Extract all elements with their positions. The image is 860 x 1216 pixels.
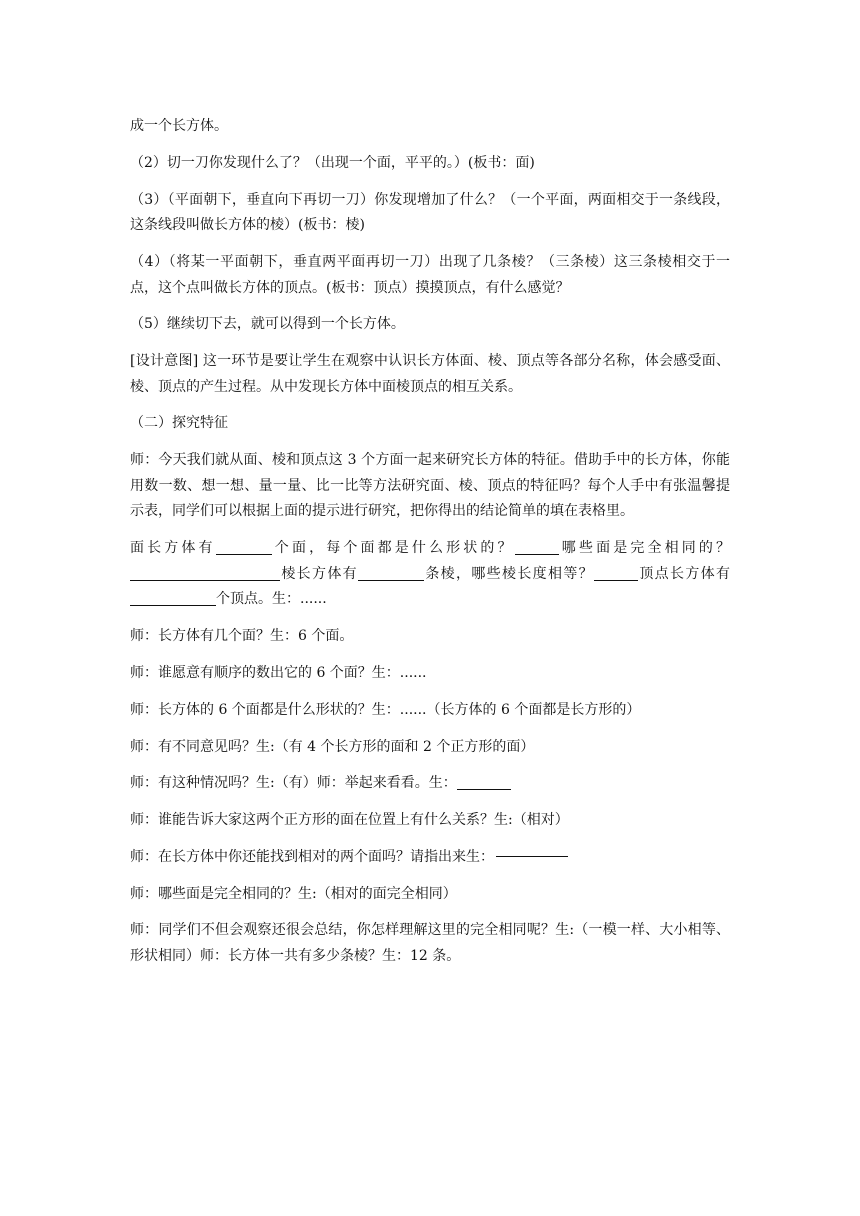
paragraph: （4）（将某一平面朝下，垂直两平面再切一刀）出现了几条棱？（三条棱）这三条棱相交于一点，这个点叫做长方体的顶点。(板书：顶点）摸摸顶点，有什么感觉？: [130, 253, 730, 296]
document-body: [130, 114, 730, 981]
paragraph: [设计意图] 这一环节是要让学生在观察中认识长方体面、棱、顶点等各部分名称，体会感受面、棱、顶点的产生过程。从中发现长方体中面棱顶点的相互关系。: [130, 353, 730, 395]
paragraph: （3）（平面朝下，垂直向下再切一刀）你发现增加了什么？（一个平面，两面相交于一条线段，这条线段叫做长方体的棱）(板书：棱): [130, 191, 730, 234]
answer-blank[interactable]: [130, 564, 280, 581]
answer-blank[interactable]: [358, 564, 424, 581]
answer-blank[interactable]: [594, 564, 638, 581]
dialogue-line: [130, 771, 730, 797]
dialogue-line: 师：长方体的 6 个面都是什么形状的？生：......（长方体的 6 个面都是长方形的）: [130, 701, 641, 718]
section-heading: （二）探究特征: [130, 415, 228, 432]
fill-in-text: 哪些面是完全相同的？: [558, 540, 731, 557]
dialogue-line: 师：有不同意见吗？生:（有 4 个长方形的面和 2 个正方形的面）: [130, 738, 535, 755]
fill-in-text: 条棱，哪些棱长度相等？: [424, 565, 594, 582]
fill-in-text: 个面，每个面都是什么形状的？: [271, 540, 515, 557]
answer-blank[interactable]: [457, 773, 511, 790]
dialogue-line: 师：谁愿意有顺序的数出它的 6 个面？生：......: [130, 664, 427, 681]
answer-blank[interactable]: [130, 589, 216, 606]
fill-in-text: 棱长方体有: [280, 565, 358, 582]
dialogue-text: 师：有这种情况吗？生:（有）师：举起来看看。生：: [130, 775, 457, 792]
paragraph: 成一个长方体。: [130, 118, 228, 134]
dialogue-line: 师：哪些面是完全相同的？生:（相对的面完全相同）: [130, 885, 457, 902]
dialogue-text: 师：在长方体中你还能找到相对的两个面吗？请指出来生：: [130, 848, 494, 865]
fill-in-text: 个顶点。生：......: [216, 591, 327, 608]
dialogue-line: 师：同学们不但会观察还很会总结，你怎样理解这里的完全相同呢？生:（一模一样、大小相等、形状相同）师：长方体一共有多少条棱？生：12 条。: [130, 922, 730, 965]
fill-in-worksheet: [130, 536, 730, 613]
paragraph: （5）继续切下去，就可以得到一个长方体。: [130, 316, 405, 333]
answer-dash-line: [496, 856, 568, 857]
paragraph: （2）切一刀你发现什么了？（出现一个面，平平的。）(板书：面): [130, 154, 535, 171]
dialogue-line: 师：长方体有几个面？生：6 个面。: [130, 628, 354, 645]
dialogue-line: [130, 845, 730, 871]
answer-blank[interactable]: [515, 538, 559, 555]
answer-blank[interactable]: [216, 538, 272, 555]
dialogue-line: 师：谁能告诉大家这两个正方形的面在位置上有什么关系？生:（相对）: [130, 812, 569, 829]
paragraph: 师：今天我们就从面、棱和顶点这 3 个方面一起来研究长方体的特征。借助手中的长方体，你能用数一数、想一想、量一量、比一比等方法研究面、棱、顶点的特征吗？每个人手中有张温馨提示表，同学们可以根据上面的提示进行研究，把你得出的结论简单的填在表格里。: [130, 452, 730, 520]
fill-in-text: 顶点长方体有: [638, 565, 730, 582]
fill-in-text: 面长方体有: [130, 540, 216, 557]
